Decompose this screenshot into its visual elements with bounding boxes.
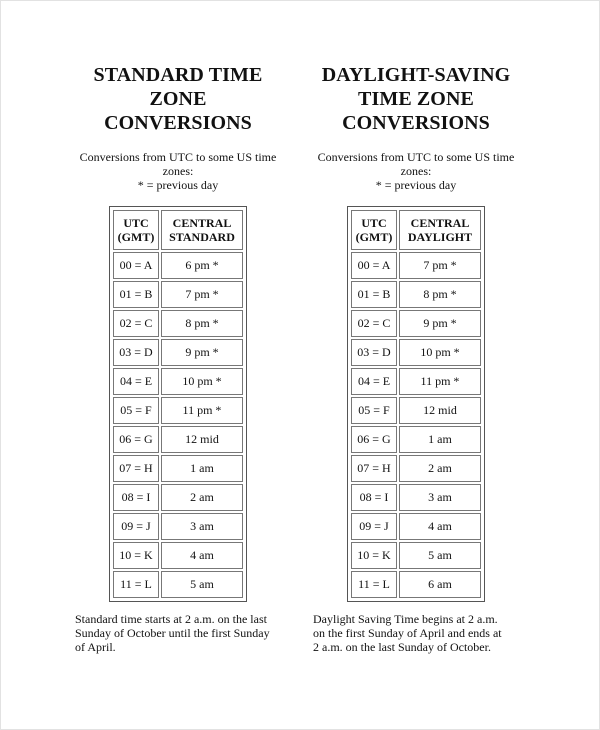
utc-letter-cell: 04 = E bbox=[351, 368, 397, 395]
table-row bbox=[113, 542, 243, 569]
utc-letter-cell: 11 = L bbox=[351, 571, 397, 598]
header-line: CENTRAL bbox=[410, 216, 470, 230]
footer-line: Standard time starts at 2 a.m. on the last bbox=[75, 612, 267, 626]
daylight-time-column bbox=[301, 63, 531, 654]
footer-line: 2 a.m. on the last Sunday of October. bbox=[313, 640, 491, 654]
table-header-row bbox=[351, 210, 481, 250]
footer-line: Sunday of October until the first Sunday bbox=[75, 626, 270, 640]
local-time-cell: 4 am bbox=[399, 513, 481, 540]
table-row bbox=[113, 484, 243, 511]
local-time-cell: 3 am bbox=[399, 484, 481, 511]
daylight-heading bbox=[301, 63, 531, 135]
table-row bbox=[351, 310, 481, 337]
heading-line: ZONE bbox=[149, 88, 207, 110]
standard-time-column bbox=[63, 63, 293, 654]
standard-conversion-table bbox=[111, 208, 245, 600]
daylight-intro bbox=[301, 150, 531, 192]
table-row bbox=[351, 484, 481, 511]
utc-letter-cell: 07 = H bbox=[113, 455, 159, 482]
local-time-cell: 12 mid bbox=[161, 426, 243, 453]
intro-line: zones: bbox=[162, 164, 194, 178]
heading-line: CONVERSIONS bbox=[342, 112, 490, 134]
table-row bbox=[113, 513, 243, 540]
local-time-cell: 7 pm * bbox=[161, 281, 243, 308]
utc-letter-cell: 08 = I bbox=[351, 484, 397, 511]
local-time-cell: 12 mid bbox=[399, 397, 481, 424]
local-time-cell: 1 am bbox=[161, 455, 243, 482]
utc-letter-cell: 10 = K bbox=[351, 542, 397, 569]
table-row bbox=[351, 368, 481, 395]
daylight-conversion-table bbox=[349, 208, 483, 600]
table-row bbox=[113, 571, 243, 598]
table-row bbox=[113, 310, 243, 337]
header-line: UTC bbox=[123, 216, 149, 230]
footer-line: Daylight Saving Time begins at 2 a.m. bbox=[313, 612, 498, 626]
heading-line: DAYLIGHT-SAVING bbox=[321, 64, 511, 86]
utc-column-header bbox=[351, 210, 397, 250]
utc-letter-cell: 08 = I bbox=[113, 484, 159, 511]
table-row bbox=[351, 455, 481, 482]
intro-line: * = previous day bbox=[137, 178, 219, 192]
utc-letter-cell: 01 = B bbox=[351, 281, 397, 308]
table-row bbox=[351, 571, 481, 598]
utc-letter-cell: 04 = E bbox=[113, 368, 159, 395]
local-time-cell: 5 am bbox=[399, 542, 481, 569]
utc-letter-cell: 01 = B bbox=[113, 281, 159, 308]
utc-letter-cell: 10 = K bbox=[113, 542, 159, 569]
table-row bbox=[113, 339, 243, 366]
local-time-cell: 6 pm * bbox=[161, 252, 243, 279]
local-time-cell: 10 pm * bbox=[399, 339, 481, 366]
utc-letter-cell: 03 = D bbox=[113, 339, 159, 366]
table-row bbox=[113, 397, 243, 424]
local-time-cell: 6 am bbox=[399, 571, 481, 598]
heading-line: STANDARD TIME bbox=[93, 64, 263, 86]
local-time-cell: 4 am bbox=[161, 542, 243, 569]
local-time-cell: 9 pm * bbox=[161, 339, 243, 366]
utc-letter-cell: 02 = C bbox=[351, 310, 397, 337]
table-row bbox=[351, 542, 481, 569]
heading-line: CONVERSIONS bbox=[104, 112, 252, 134]
intro-line: * = previous day bbox=[375, 178, 457, 192]
standard-intro bbox=[63, 150, 293, 192]
header-line: (GMT) bbox=[117, 230, 155, 244]
daylight-footer-note bbox=[301, 612, 531, 654]
table-header-row bbox=[113, 210, 243, 250]
table-row bbox=[351, 339, 481, 366]
utc-letter-cell: 11 = L bbox=[113, 571, 159, 598]
utc-letter-cell: 06 = G bbox=[113, 426, 159, 453]
header-line: DAYLIGHT bbox=[407, 230, 473, 244]
table-row bbox=[113, 368, 243, 395]
utc-column-header bbox=[113, 210, 159, 250]
utc-letter-cell: 02 = C bbox=[113, 310, 159, 337]
header-line: CENTRAL bbox=[172, 216, 232, 230]
local-time-cell: 8 pm * bbox=[399, 281, 481, 308]
local-time-cell: 10 pm * bbox=[161, 368, 243, 395]
local-time-cell: 9 pm * bbox=[399, 310, 481, 337]
table-row bbox=[351, 426, 481, 453]
header-line: (GMT) bbox=[355, 230, 393, 244]
intro-line: Conversions from UTC to some US time bbox=[79, 150, 277, 164]
local-time-cell: 5 am bbox=[161, 571, 243, 598]
table-row bbox=[351, 252, 481, 279]
heading-line: TIME ZONE bbox=[358, 88, 474, 110]
intro-line: Conversions from UTC to some US time bbox=[317, 150, 515, 164]
utc-letter-cell: 09 = J bbox=[351, 513, 397, 540]
standard-table-frame bbox=[109, 206, 247, 602]
local-time-cell: 1 am bbox=[399, 426, 481, 453]
table-row bbox=[113, 426, 243, 453]
utc-letter-cell: 00 = A bbox=[351, 252, 397, 279]
intro-line: zones: bbox=[400, 164, 432, 178]
footer-line: of April. bbox=[75, 640, 116, 654]
header-line: STANDARD bbox=[169, 230, 235, 244]
utc-letter-cell: 03 = D bbox=[351, 339, 397, 366]
utc-letter-cell: 07 = H bbox=[351, 455, 397, 482]
standard-footer-note bbox=[63, 612, 293, 654]
local-time-cell: 3 am bbox=[161, 513, 243, 540]
utc-letter-cell: 09 = J bbox=[113, 513, 159, 540]
utc-letter-cell: 06 = G bbox=[351, 426, 397, 453]
local-time-cell: 11 pm * bbox=[161, 397, 243, 424]
utc-letter-cell: 05 = F bbox=[113, 397, 159, 424]
table-row bbox=[351, 281, 481, 308]
central-daylight-column-header bbox=[399, 210, 481, 250]
table-row bbox=[351, 513, 481, 540]
table-row bbox=[113, 252, 243, 279]
standard-heading bbox=[63, 63, 293, 135]
utc-letter-cell: 00 = A bbox=[113, 252, 159, 279]
utc-letter-cell: 05 = F bbox=[351, 397, 397, 424]
header-line: UTC bbox=[361, 216, 387, 230]
table-row bbox=[113, 455, 243, 482]
table-row bbox=[113, 281, 243, 308]
local-time-cell: 2 am bbox=[161, 484, 243, 511]
table-row bbox=[351, 397, 481, 424]
local-time-cell: 11 pm * bbox=[399, 368, 481, 395]
central-standard-column-header bbox=[161, 210, 243, 250]
local-time-cell: 7 pm * bbox=[399, 252, 481, 279]
local-time-cell: 8 pm * bbox=[161, 310, 243, 337]
footer-line: on the first Sunday of April and ends at bbox=[313, 626, 502, 640]
daylight-table-frame bbox=[347, 206, 485, 602]
local-time-cell: 2 am bbox=[399, 455, 481, 482]
